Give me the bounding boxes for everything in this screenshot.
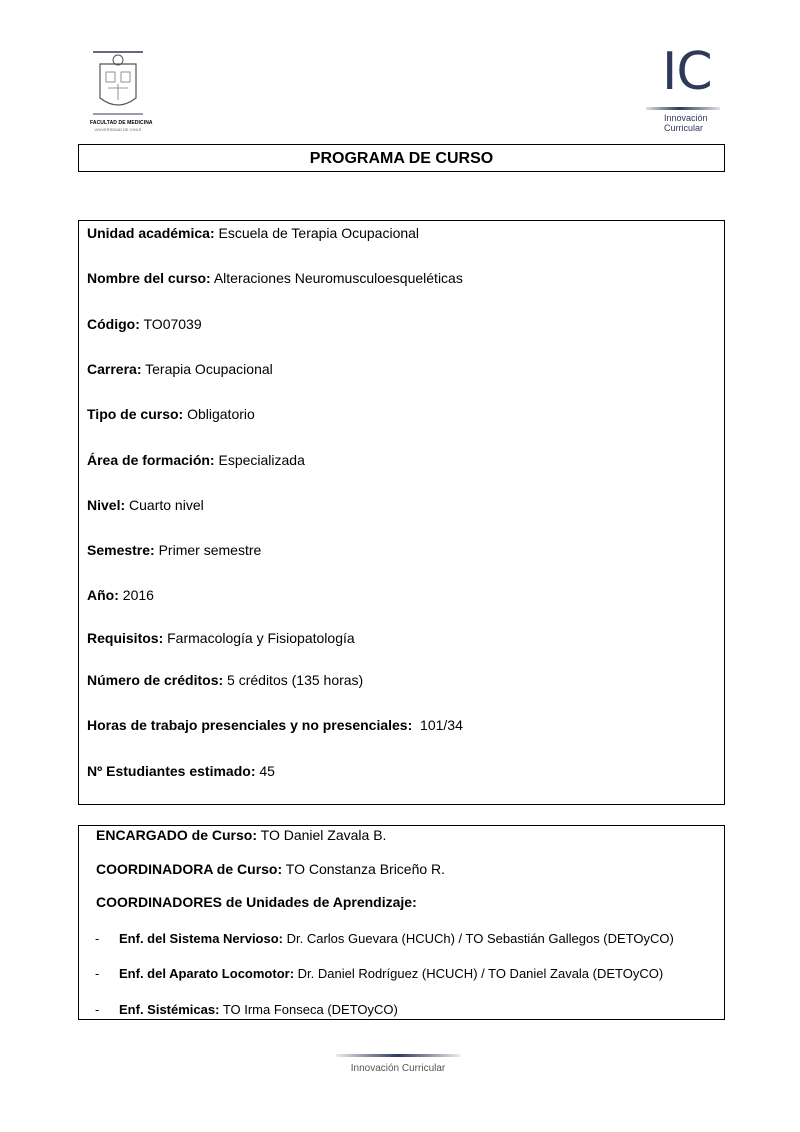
bullet: - [95,931,100,946]
field-label: Área de formación: [87,452,215,468]
field-label: Año: [87,587,119,603]
field-semestre [87,541,261,559]
field-value: 101/34 [412,717,463,733]
field-label: Nº Estudiantes estimado: [87,763,256,779]
field-value: 45 [255,763,275,779]
bullet: - [95,966,100,981]
footer-text: Innovación Curricular [350,1063,446,1074]
faculty-logo [90,50,153,142]
field-unidad-academica [87,224,419,242]
logo-text [664,113,708,133]
footer [336,1054,460,1078]
field-value: Primer semestre [154,542,262,558]
coordinadores-heading [96,893,417,911]
ic-logo-mark: IC [662,42,712,102]
field-codigo [87,315,202,333]
unit-item [95,930,674,948]
coordinadora-value: TO Constanza Briceño R. [282,861,446,877]
university-crest-icon [90,50,146,118]
field-value: 5 créditos (135 horas) [223,672,364,688]
field-value: 2016 [118,587,154,603]
field-label: Código: [87,316,140,332]
field-label: Nivel: [87,497,126,513]
unit-label: Enf. Sistémicas: [119,1002,220,1017]
field-estudiantes [87,762,275,780]
unit-item [95,965,663,983]
logo-underline [646,107,720,110]
field-label: Unidad académica: [87,225,215,241]
encargado-value: TO Daniel Zavala B. [257,827,387,843]
unit-item [95,1001,398,1019]
field-label: Nombre del curso: [87,270,211,286]
coordinadora-label: COORDINADORA de Curso: [96,861,283,877]
field-nombre-curso [87,269,463,287]
title-box [78,144,725,172]
unit-value: Dr. Carlos Guevara (HCUCh) / TO Sebastián Gallegos (DETOyCO) [283,931,674,946]
field-label: Requisitos: [87,630,164,646]
field-value: Escuela de Terapia Ocupacional [214,225,420,241]
course-info-box [78,220,725,805]
logo-text-line2: Curricular [664,123,704,133]
encargado-line [96,826,386,844]
field-carrera [87,360,273,378]
unit-value: TO Irma Fonseca (DETOyCO) [219,1002,398,1017]
field-label: Semestre: [87,542,155,558]
field-value: TO07039 [139,316,202,332]
field-label: Tipo de curso: [87,406,184,422]
field-nivel [87,496,204,514]
bullet: - [95,1002,100,1017]
field-value: Farmacología y Fisiopatología [163,630,355,646]
field-tipo-curso [87,405,255,423]
unit-label: Enf. del Aparato Locomotor: [119,966,295,981]
unit-label: Enf. del Sistema Nervioso: [119,931,283,946]
coordinadora-line [96,860,445,878]
field-horas-trabajo [87,716,463,734]
field-creditos [87,671,363,689]
field-value: Obligatorio [183,406,255,422]
field-value: Especializada [214,452,305,468]
encargado-label: ENCARGADO de Curso: [96,827,258,843]
field-area-formacion [87,451,305,469]
field-label: Horas de trabajo presenciales y no presenciales: [87,717,413,733]
field-value: Terapia Ocupacional [141,361,273,377]
coordinadores-label: COORDINADORES de Unidades de Aprendizaje: [96,894,417,910]
field-requisitos [87,629,355,647]
footer-rule [336,1054,460,1057]
field-value: Alteraciones Neuromusculoesqueléticas [210,270,463,286]
faculty-name: FACULTAD DE MEDICINA [90,120,153,126]
logo-text-line1: Innovación [664,113,708,123]
university-name: UNIVERSIDAD DE CHILE [94,127,142,132]
page-title: PROGRAMA DE CURSO [309,150,494,167]
field-label: Carrera: [87,361,142,377]
coordination-box [78,825,725,1020]
innovacion-curricular-logo [646,42,722,136]
field-label: Número de créditos: [87,672,224,688]
field-value: Cuarto nivel [125,497,204,513]
field-ano [87,586,154,604]
unit-value: Dr. Daniel Rodríguez (HCUCH) / TO Daniel Zavala (DETOyCO) [294,966,664,981]
